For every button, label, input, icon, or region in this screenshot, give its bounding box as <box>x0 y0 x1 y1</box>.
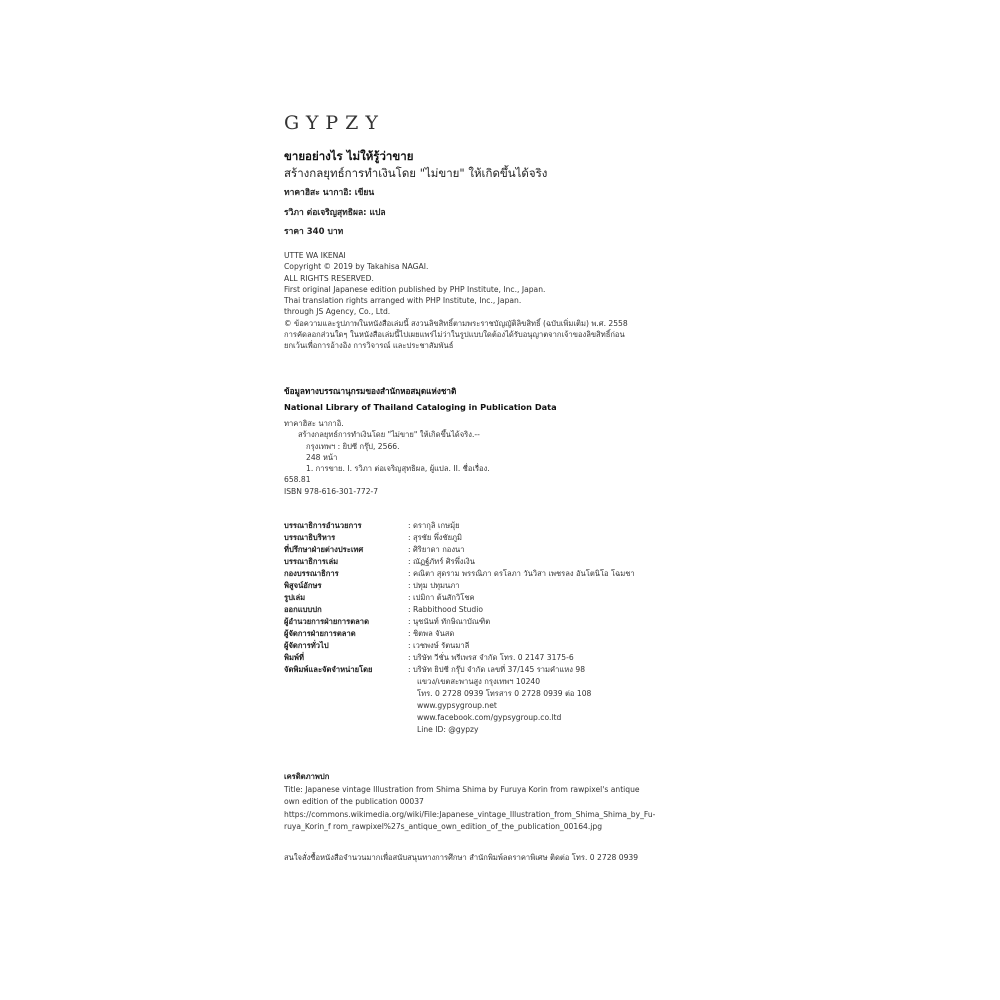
staff-role: บรรณาธิการอำนวยการ <box>284 521 362 530</box>
rights-line: การคัดลอกส่วนใดๆ ในหนังสือเล่มนี้ไปเผยแพร่ไม่ว่าในรูปแบบใดต้องได้รับอนุญาตจากเจ้าของลิขสิทธิ์ก่อน <box>284 330 625 340</box>
distributor-website-link[interactable]: www.gypsygroup.net <box>417 701 497 710</box>
cover-credit-link[interactable]: https://commons.wikimedia.org/wiki/File:Japanese_vintage_Illustration_from_Shima_Shima_by_Fu- <box>284 809 656 819</box>
translator-credit: รวิภา ต่อเจริญสุทธิผล: แปล <box>284 208 386 218</box>
staff-row <box>284 556 635 568</box>
staff-row <box>284 664 635 676</box>
staff-role: รูปเล่ม <box>284 593 306 602</box>
cover-credit-heading: เครดิตภาพปก <box>284 772 330 781</box>
cip-isbn: ISBN 978-616-301-772-7 <box>284 486 379 496</box>
staff-name: : นุชนันท์ ทักษิณาบัณฑิต <box>408 617 491 626</box>
staff-name: : บริษัท ยิปซี กรุ๊ป จำกัด เลขที่ 37/145 รามคำแหง 98 <box>408 665 586 674</box>
staff-role: จัดพิมพ์และจัดจำหน่ายโดย <box>284 665 373 674</box>
staff-role: พิสูจน์อักษร <box>284 581 322 590</box>
rights-line: ALL RIGHTS RESERVED. <box>284 273 374 283</box>
rights-line: through JS Agency, Co., Ltd. <box>284 307 391 317</box>
cip-heading-thai: ข้อมูลทางบรรณานุกรมของสำนักหอสมุดแห่งชาติ <box>284 386 457 396</box>
staff-row <box>284 544 635 556</box>
book-title: ขายอย่างไร ไม่ให้รู้ว่าขาย <box>284 149 414 163</box>
cover-credit-line: Title: Japanese vintage Illustration from Shima Shima by Furuya Korin from rawpixel's antique <box>284 784 640 794</box>
staff-credits <box>284 520 635 736</box>
rights-line: UTTE WA IKENAI <box>284 251 346 260</box>
cip-title: สร้างกลยุทธ์การทำเงินโดย "ไม่ขาย" ให้เกิดขึ้นได้จริง.-- <box>298 430 480 440</box>
publisher-logo: GYPZY <box>284 112 385 134</box>
staff-name: : สุรชัย พึ่งชัยภูมิ <box>408 533 463 542</box>
staff-name: : บริษัท วีชั่น พรีเพรส จำกัด โทร. 0 2147 3175-6 <box>408 653 574 662</box>
distributor-address: แขวง/เขตสะพานสูง กรุงเทพฯ 10240 <box>417 677 541 686</box>
staff-role: ผู้จัดการทั่วไป <box>284 641 329 650</box>
cip-pages: 248 หน้า <box>306 452 338 462</box>
staff-name: : คณิตา สุดราม พรรณิภา ดรโลภา วันวิสา เพชรลง อันโตนิโอ โฉมชา <box>408 569 635 578</box>
bulk-order-note: สนใจสั่งซื้อหนังสือจำนวนมากเพื่อสนับสนุนทางการศึกษา สำนักพิมพ์ลดราคาพิเศษ ติดต่อ โทร. 0 2728 0939 <box>284 853 639 862</box>
staff-name: : ดรากุลิ เกษมุ้ย <box>408 521 460 530</box>
staff-row <box>284 568 635 580</box>
staff-row <box>284 580 635 592</box>
staff-name: : เปมิกา ต้นสักวิโชค <box>408 593 475 602</box>
cip-subjects: 1. การขาย. I. รวิภา ต่อเจริญสุทธิผล, ผู้แปล. II. ชื่อเรื่อง. <box>306 464 490 474</box>
staff-name: : Rabbithood Studio <box>408 605 483 614</box>
staff-name: : ณัฏฐ์ภัทร์ ศิรพึ่งเงิน <box>408 557 475 566</box>
distributor-line-id: Line ID: @gypzy <box>417 725 479 734</box>
staff-role: ที่ปรึกษาฝ่ายต่างประเทศ <box>284 545 364 554</box>
rights-line: First original Japanese edition published by PHP Institute, Inc., Japan. <box>284 284 546 294</box>
author-credit: ทาคาฮิสะ นากาอิ: เขียน <box>284 188 375 198</box>
staff-name: : ศิริยาดา กองนา <box>408 545 465 554</box>
staff-row <box>284 604 635 616</box>
staff-row <box>284 652 635 664</box>
cip-class: 658.81 <box>284 475 311 485</box>
cip-block <box>284 418 490 497</box>
staff-row <box>284 532 635 544</box>
cover-credit-line: own edition of the publication 00037 <box>284 797 424 806</box>
rights-line: © ข้อความและรูปภาพในหนังสือเล่มนี้ สงวนลิขสิทธิ์ตามพระราชบัญญัติลิขสิทธิ์ (ฉบับเพิ่มเติม) พ.ศ. 2558 <box>284 318 628 328</box>
staff-role: ออกแบบปก <box>284 605 322 614</box>
staff-row <box>284 520 635 532</box>
staff-row <box>284 592 635 604</box>
rights-line: Copyright © 2019 by Takahisa NAGAI. <box>284 262 429 272</box>
cover-credit <box>284 771 655 834</box>
staff-role: บรรณาธิการเล่ม <box>284 557 339 566</box>
staff-name: : ชิตพล จันสด <box>408 629 455 638</box>
cip-author: ทาคาฮิสะ นากาอิ. <box>284 419 344 428</box>
staff-role: บรรณาธิบริหาร <box>284 533 336 542</box>
cover-credit-link[interactable]: ruya_Korin_f rom_rawpixel%27s_antique_own_edition_of_the_publication_00164.jpg <box>284 822 603 831</box>
staff-role: ผู้อำนวยการฝ่ายการตลาด <box>284 617 370 626</box>
staff-role: พิมพ์ที่ <box>284 653 305 662</box>
staff-role: กองบรรณาธิการ <box>284 569 339 578</box>
rights-line: Thai translation rights arranged with PHP Institute, Inc., Japan. <box>284 296 522 306</box>
staff-name: : เวชพงษ์ รัตนมาลี <box>408 641 470 650</box>
staff-row <box>284 628 635 640</box>
rights-block <box>284 250 628 352</box>
book-subtitle: สร้างกลยุทธ์การทำเงินโดย "ไม่ขาย" ให้เกิดขึ้นได้จริง <box>284 166 548 180</box>
cip-heading-english: National Library of Thailand Cataloging in Publication Data <box>284 402 557 412</box>
staff-row <box>284 616 635 628</box>
distributor-facebook-link[interactable]: www.facebook.com/gypsygroup.co.ltd <box>417 713 562 722</box>
cip-place: กรุงเทพฯ : ยิปซี กรุ๊ป, 2566. <box>306 441 400 451</box>
price: ราคา 340 บาท <box>284 227 344 237</box>
distributor-phone: โทร. 0 2728 0939 โทรสาร 0 2728 0939 ต่อ 108 <box>417 689 592 698</box>
staff-role: ผู้จัดการฝ่ายการตลาด <box>284 629 356 638</box>
staff-name: : ปทุม ปทุมนภา <box>408 581 460 590</box>
staff-row <box>284 640 635 652</box>
rights-line: ยกเว้นเพื่อการอ้างอิง การวิจารณ์ และประชาสัมพันธ์ <box>284 341 454 351</box>
